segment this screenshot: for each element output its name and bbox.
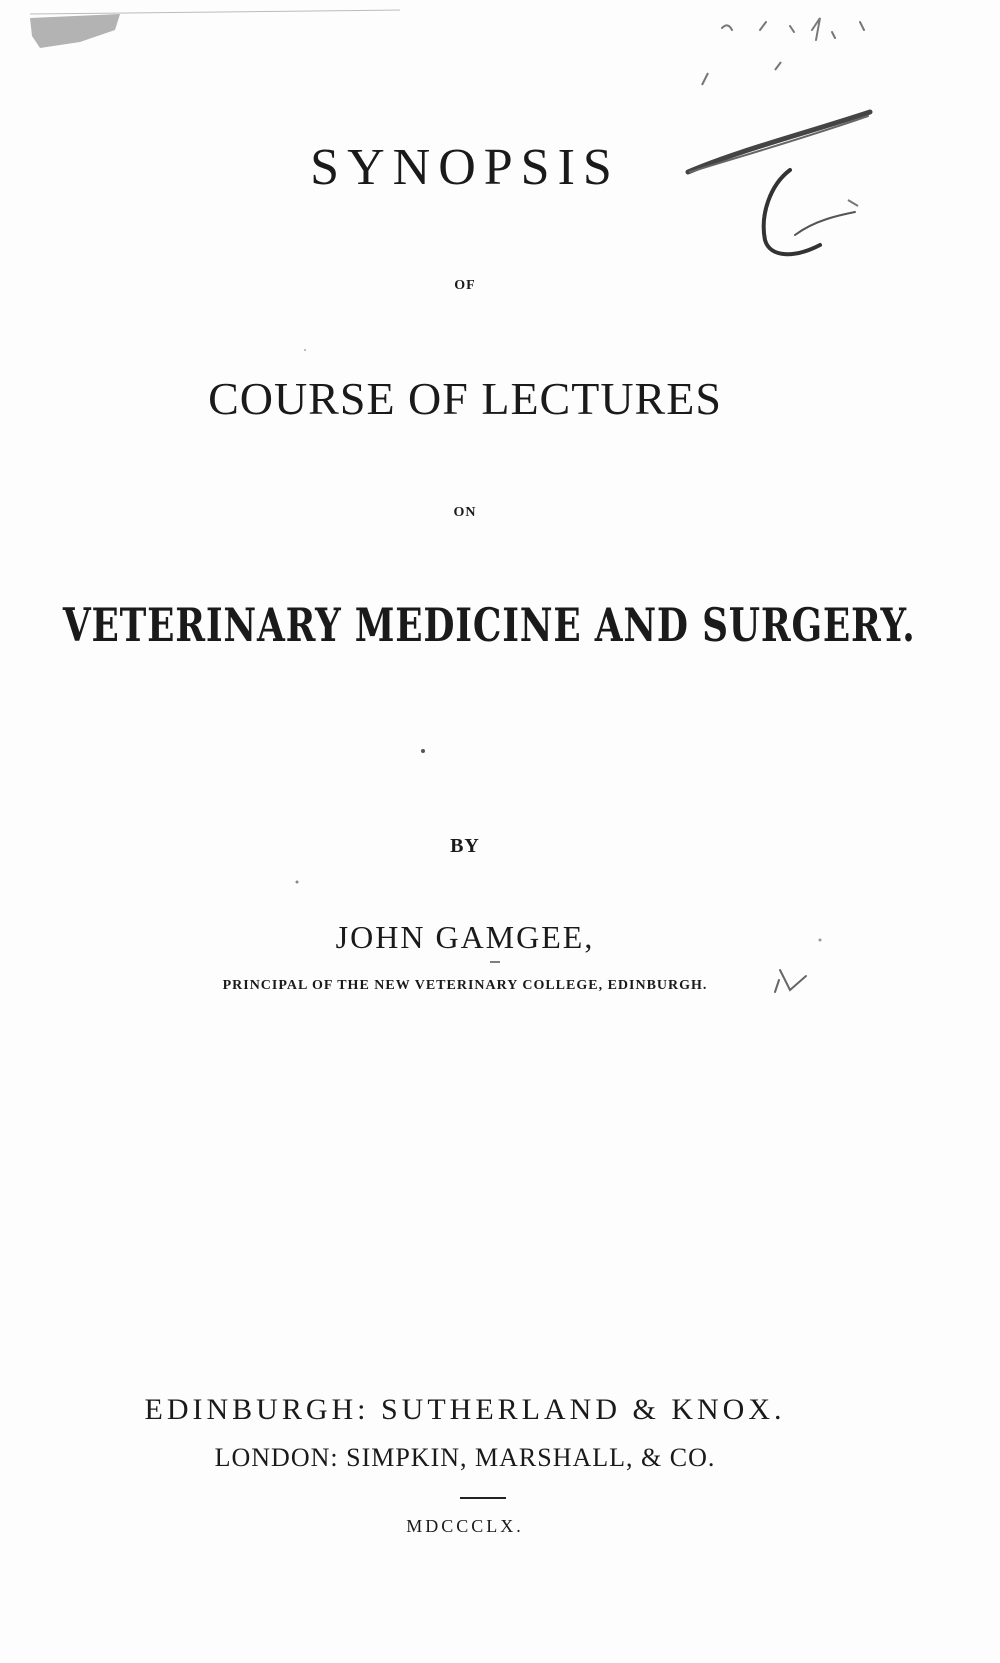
pencil-scribble-top — [722, 18, 864, 40]
pencil-tick-right — [775, 62, 781, 70]
publisher-edinburgh: EDINBURGH: SUTHERLAND & KNOX. — [144, 1393, 786, 1426]
pencil-tick-left — [702, 73, 708, 85]
author-affiliation: PRINCIPAL OF THE NEW VETERINARY COLLEGE, EDINBURGH. — [222, 978, 708, 993]
publication-year: MDCCCLX. — [406, 1516, 524, 1536]
publisher-london: LONDON: SIMPKIN, MARSHALL, & CO. — [214, 1443, 716, 1472]
connector-of: OF — [454, 278, 476, 293]
scan-edge-line — [30, 10, 400, 14]
book-subject: VETERINARY MEDICINE AND SURGERY. — [62, 598, 916, 652]
book-subtitle: COURSE OF LECTURES — [208, 373, 722, 424]
byline-label: BY — [450, 835, 480, 857]
scan-smudge — [30, 14, 120, 48]
book-title: SYNOPSIS — [310, 139, 620, 196]
divider-rule — [460, 1497, 506, 1499]
connector-on: ON — [453, 505, 477, 520]
author-name: JOHN GAMGEE, — [335, 919, 595, 955]
